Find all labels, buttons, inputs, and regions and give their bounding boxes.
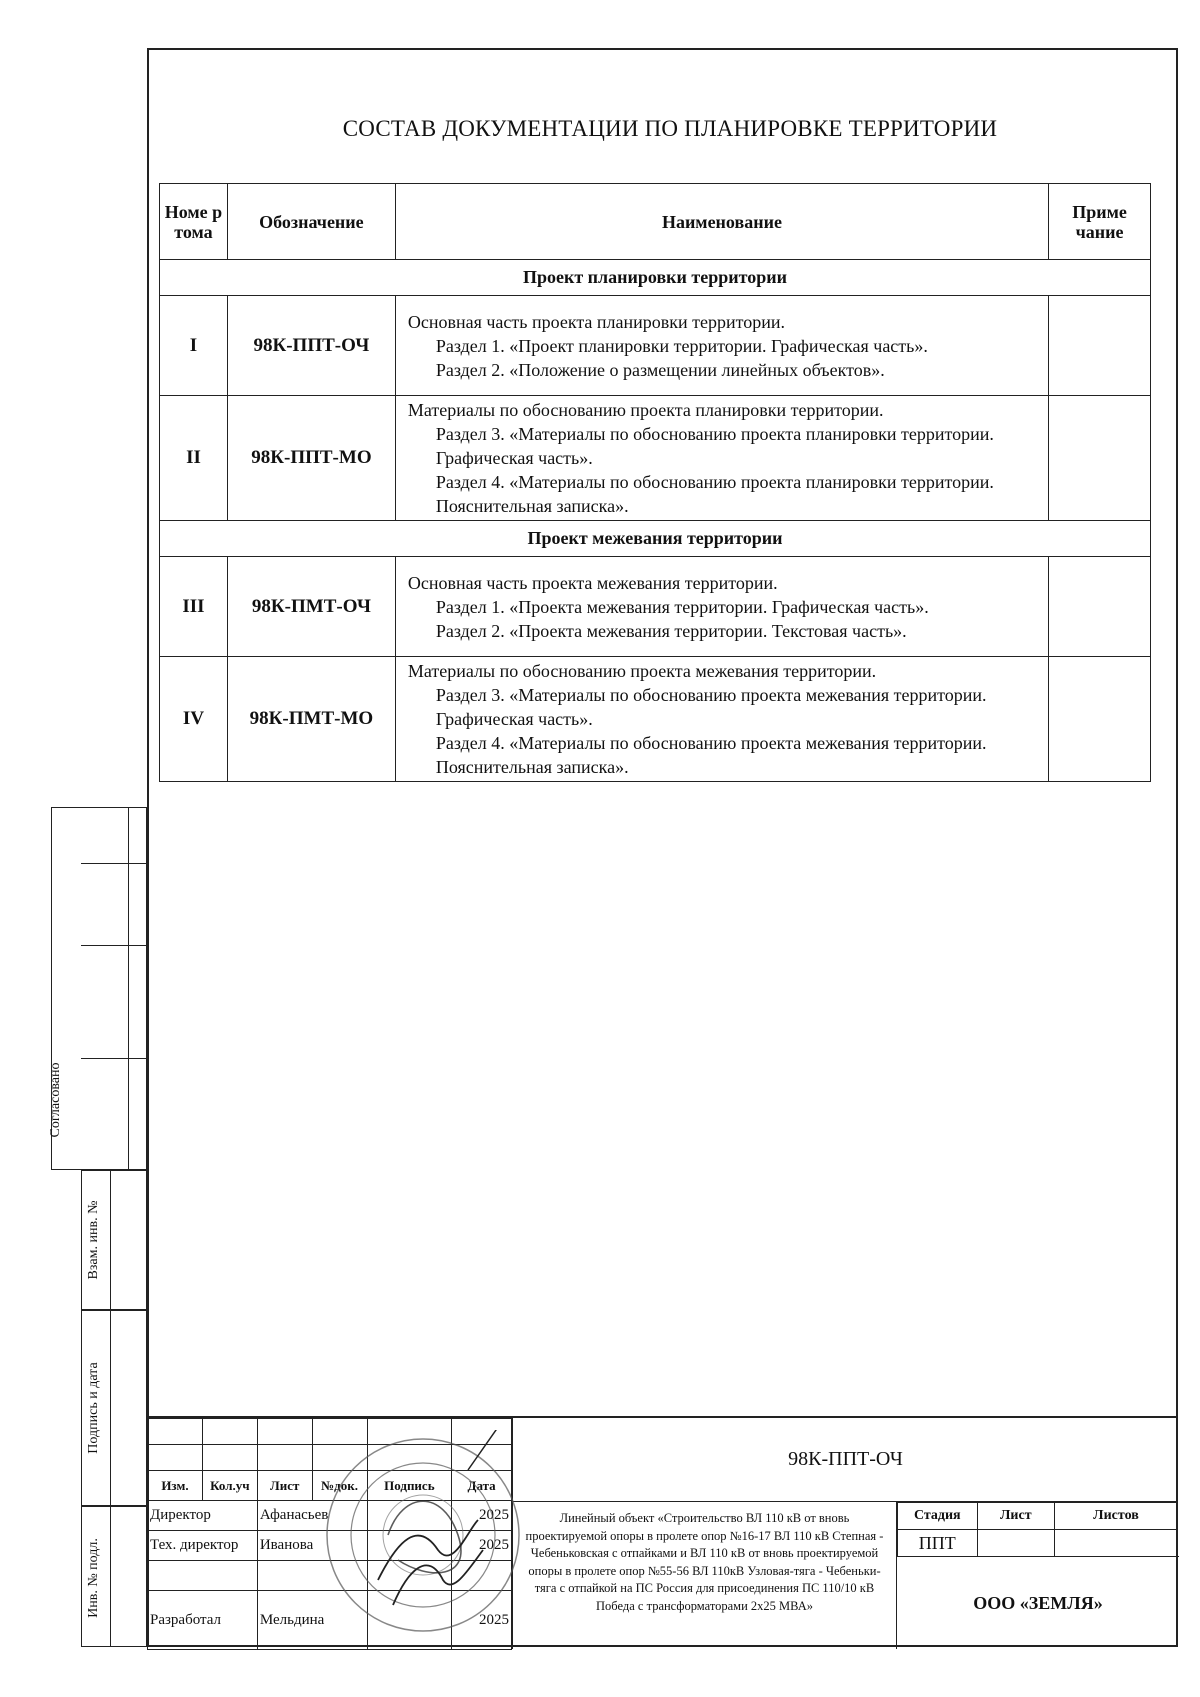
table-row — [160, 557, 1151, 657]
header-signature: Подпись — [367, 1471, 452, 1501]
header-name: Наименование — [395, 184, 1048, 260]
document-title: СОСТАВ ДОКУМЕНТАЦИИ ПО ПЛАНИРОВКЕ ТЕРРИТОРИИ — [342, 116, 998, 141]
volume-code: 98К-ПМТ-ОЧ — [227, 557, 395, 657]
volume-description — [395, 657, 1048, 782]
description-line: Раздел 4. «Материалы по обоснованию проекта планировки территории. Пояснительная записка». — [435, 472, 994, 516]
description-line: Раздел 4. «Материалы по обоснованию проекта межевания территории. Пояснительная записка». — [435, 733, 987, 777]
stage-block — [896, 1502, 1178, 1649]
volume-description — [395, 296, 1048, 396]
header-volume: Номе р тома — [160, 184, 228, 260]
replace-inv-label: Взам. инв. № — [86, 1200, 101, 1280]
header-note: Приме чание — [1049, 184, 1151, 260]
header-doc-number: №док. — [312, 1471, 367, 1501]
signer-date: 2025 — [452, 1501, 512, 1531]
note-cell — [1049, 396, 1151, 521]
volume-number: I — [160, 296, 228, 396]
title-block — [147, 1416, 1178, 1647]
stage-label: Стадия — [898, 1503, 978, 1530]
contents-table — [159, 183, 1151, 782]
description-line: Раздел 2. «Положение о размещении линейных объектов». — [435, 359, 885, 380]
note-cell — [1049, 657, 1151, 782]
sheet-value — [977, 1530, 1054, 1557]
signer-role — [148, 1561, 258, 1591]
signer-role: Тех. директор — [148, 1531, 258, 1561]
description-line: Раздел 1. «Проект планировки территории. Графическая часть». — [435, 335, 928, 356]
stage-value: ППТ — [898, 1530, 978, 1557]
header-change: Изм. — [148, 1471, 203, 1501]
volume-code: 98К-ПМТ-МО — [227, 657, 395, 782]
description-line: Раздел 3. «Материалы по обоснованию проекта планировки территории. Графическая часть». — [435, 424, 994, 468]
header-count: Кол.уч — [202, 1471, 257, 1501]
volume-code: 98К-ППТ-ОЧ — [227, 296, 395, 396]
sheet-label: Лист — [977, 1503, 1054, 1530]
section-title: Проект межевания территории — [160, 521, 1151, 557]
note-cell — [1049, 296, 1151, 396]
signer-role: Разработал — [148, 1591, 258, 1650]
signer-name: Мельдина — [257, 1591, 367, 1650]
volume-number: III — [160, 557, 228, 657]
signer-date: 2025 — [452, 1531, 512, 1561]
inv-orig-label: Инв. № подл. — [86, 1538, 101, 1618]
description-line: Материалы по обоснованию проекта планировки территории. — [407, 400, 884, 420]
agreed-label: Согласовано — [48, 1062, 63, 1138]
object-name: Линейный объект «Строительство ВЛ 110 кВ от вновь проектируемой опоры в пролете опор №16-17 ВЛ 110 кВ Степная - Чебеньковская с отпайками и ВЛ 110 кВ от вновь проектируемой опоры в пролете опор №55-56 ВЛ 110кВ Узловая-тяга - Чебеньки-тяга с отпайкой на ПС Россия для присоединения ПС 110/10 кВ Победа с трансформаторами 2х25 МВА» — [512, 1502, 896, 1649]
table-row — [160, 396, 1151, 521]
volume-number: IV — [160, 657, 228, 782]
header-sheet: Лист — [257, 1471, 312, 1501]
volume-description — [395, 557, 1048, 657]
header-date: Дата — [452, 1471, 512, 1501]
volume-code: 98К-ППТ-МО — [227, 396, 395, 521]
signer-name: Иванова — [257, 1531, 367, 1561]
table-row — [160, 296, 1151, 396]
sheets-value — [1054, 1530, 1177, 1557]
header-designation: Обозначение — [227, 184, 395, 260]
volume-description — [395, 396, 1048, 521]
description-line: Раздел 1. «Проекта межевания территории. Графическая часть». — [435, 596, 929, 617]
description-line: Раздел 3. «Материалы по обоснованию проекта межевания территории. Графическая часть». — [435, 685, 987, 729]
sheets-label: Листов — [1054, 1503, 1177, 1530]
table-row — [160, 657, 1151, 782]
description-line: Материалы по обоснованию проекта межевания территории. — [407, 661, 877, 681]
note-cell — [1049, 557, 1151, 657]
description-line: Основная часть проекта планировки территории. — [407, 311, 786, 332]
description-line: Основная часть проекта межевания территории. — [407, 572, 778, 593]
signer-role: Директор — [148, 1501, 258, 1531]
organization-name: ООО «ЗЕМЛЯ» — [897, 1556, 1179, 1649]
seal-stamp — [318, 1430, 528, 1640]
section-title: Проект планировки территории — [160, 260, 1151, 296]
sign-date-label: Подпись и дата — [86, 1362, 101, 1454]
document-code: 98К-ППТ-ОЧ — [512, 1418, 1178, 1502]
signer-date: 2025 — [452, 1591, 512, 1650]
volume-number: II — [160, 396, 228, 521]
signer-name: Афанасьев — [257, 1501, 367, 1531]
description-line: Раздел 2. «Проекта межевания территории. Текстовая часть». — [435, 620, 907, 641]
